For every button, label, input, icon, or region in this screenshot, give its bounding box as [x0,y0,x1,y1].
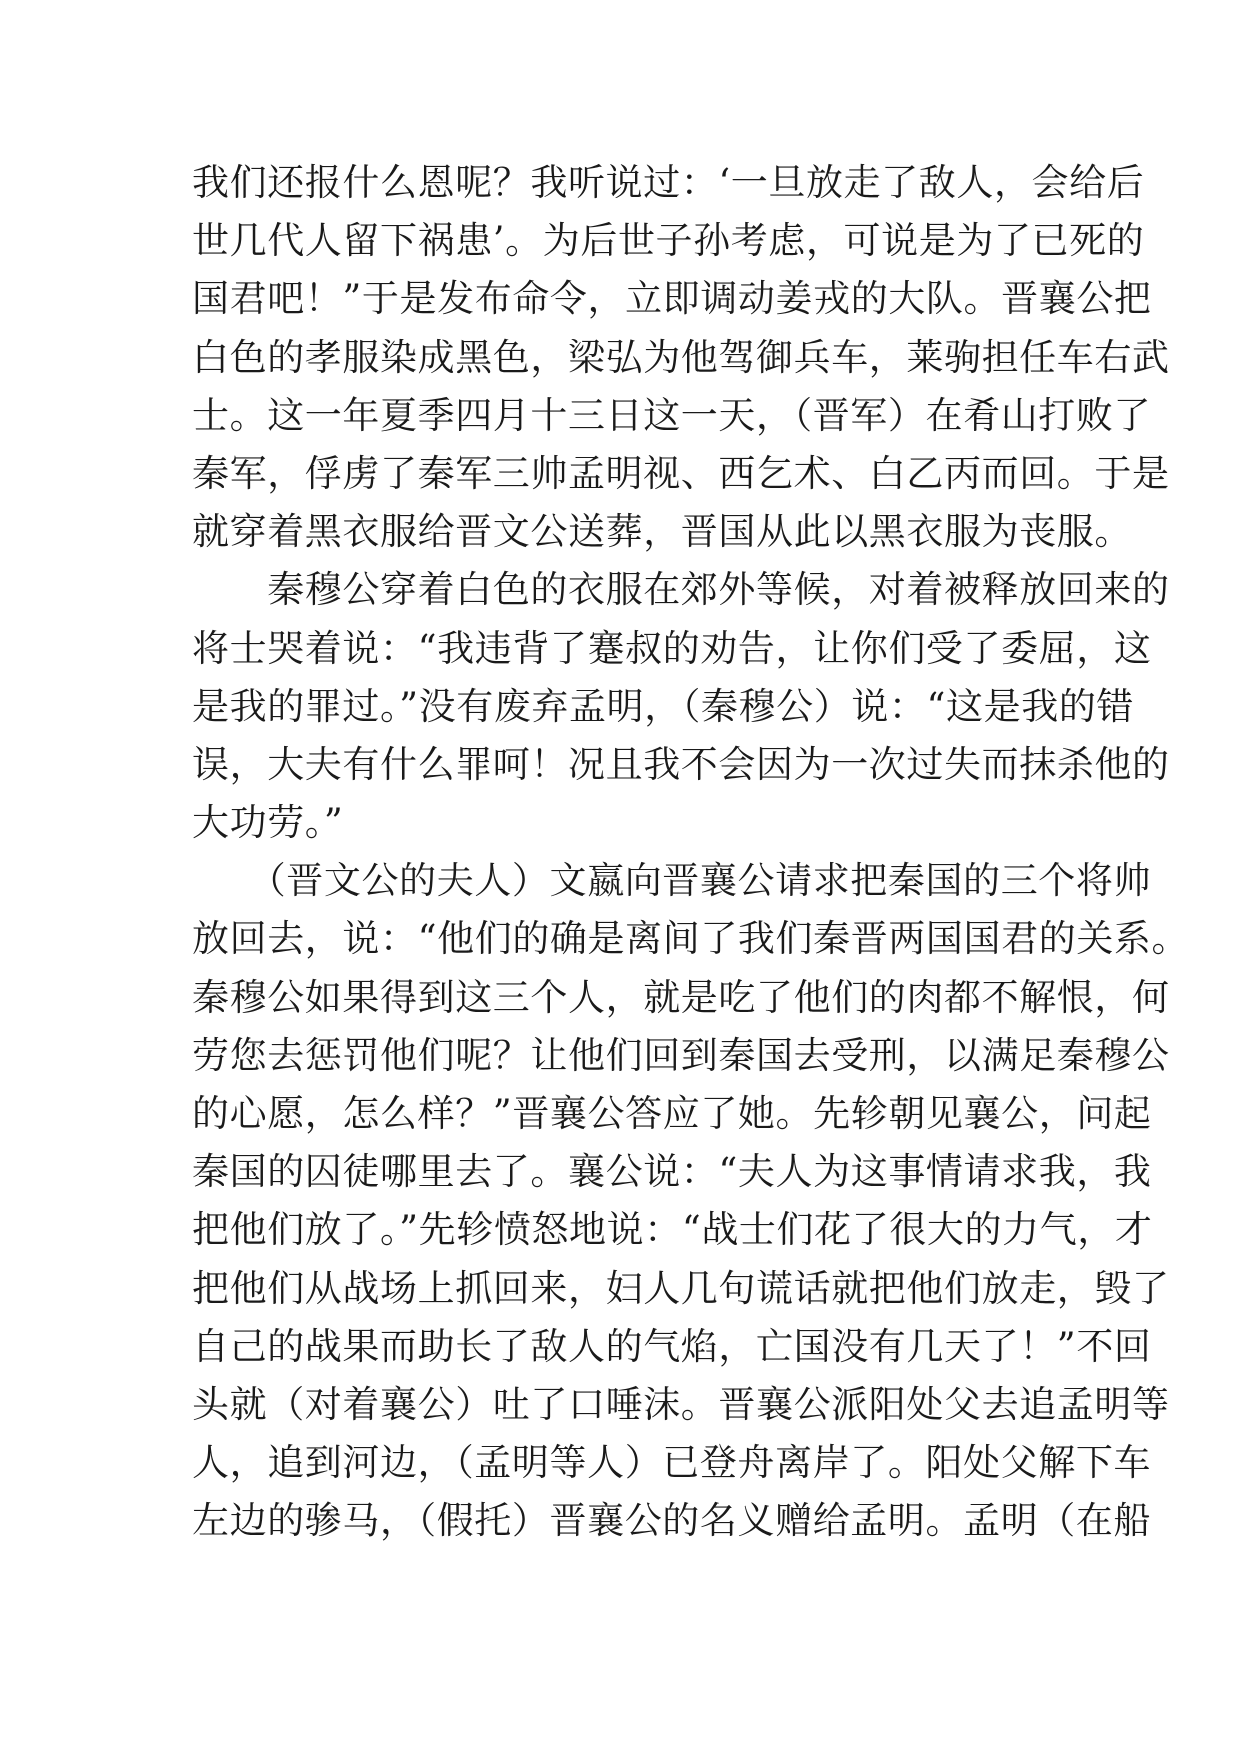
text-line: 大功劳。” [192,801,344,845]
text-line: 秦穆公如果得到这三个人，就是吃了他们的肉都不解恨，何 [192,975,1170,1019]
text-line: 白色的孝服染成黑色，梁弘为他驾御兵车，莱驹担任车右武 [192,335,1170,379]
text-line: 世几代人留下祸患’。为后世子孙考虑，可说是为了已死的 [192,219,1145,263]
text-line: 把他们从战场上抓回来，妇人几句谎话就把他们放走，毁了 [192,1266,1170,1310]
text-line: 自己的战果而助长了敌人的气焰，亡国没有几天了！”不回 [192,1324,1152,1368]
body-text [192,154,1190,1551]
text-line: 把他们放了。”先轸愤怒地说：“战士们花了很大的力气，才 [192,1208,1153,1252]
text-line: 将士哭着说：“我违背了蹇叔的劝告，让你们受了委屈，这 [192,626,1152,670]
text-line: 人，追到河边，（孟明等人）已登舟离岸了。阳处父解下车 [192,1441,1152,1485]
text-line: 秦国的囚徒哪里去了。襄公说：“夫人为这事情请求我，我 [192,1150,1152,1194]
text-line: 劳您去惩罚他们呢？让他们回到秦国去受刑，以满足秦穆公 [192,1033,1170,1077]
text-line: 误，大夫有什么罪呵！况且我不会因为一次过失而抹杀他的 [192,742,1170,786]
text-line: 左边的骖马，（假托）晋襄公的名义赠给孟明。孟明（在船 [192,1499,1152,1543]
text-line: 放回去，说：“他们的确是离间了我们秦晋两国国君的关系。 [192,917,1190,961]
text-line: 我们还报什么恩呢？我听说过：‘一旦放走了敌人，会给后 [192,161,1145,204]
text-line: 秦穆公穿着白色的衣服在郊外等候，对着被释放回来的 [192,568,1170,612]
text-line: 的心愿，怎么样？”晋襄公答应了她。先轸朝见襄公，问起 [192,1092,1152,1135]
text-line: 头就（对着襄公）吐了口唾沫。晋襄公派阳处父去追孟明等 [192,1382,1170,1426]
text-line: 士。这一年夏季四月十三日这一天，（晋军）在肴山打败了 [192,393,1152,437]
text-line: 是我的罪过。”没有废弃孟明，（秦穆公）说：“这是我的错 [192,684,1135,728]
text-line: 秦军，俘虏了秦军三帅孟明视、西乞术、白乙丙而回。于是 [192,451,1170,495]
text-line: （晋文公的夫人）文嬴向晋襄公请求把秦国的三个将帅 [192,859,1152,903]
text-line: 就穿着黑衣服给晋文公送葬，晋国从此以黑衣服为丧服。 [192,510,1132,554]
text-line: 国君吧！”于是发布命令，立即调动姜戎的大队。晋襄公把 [192,277,1152,321]
